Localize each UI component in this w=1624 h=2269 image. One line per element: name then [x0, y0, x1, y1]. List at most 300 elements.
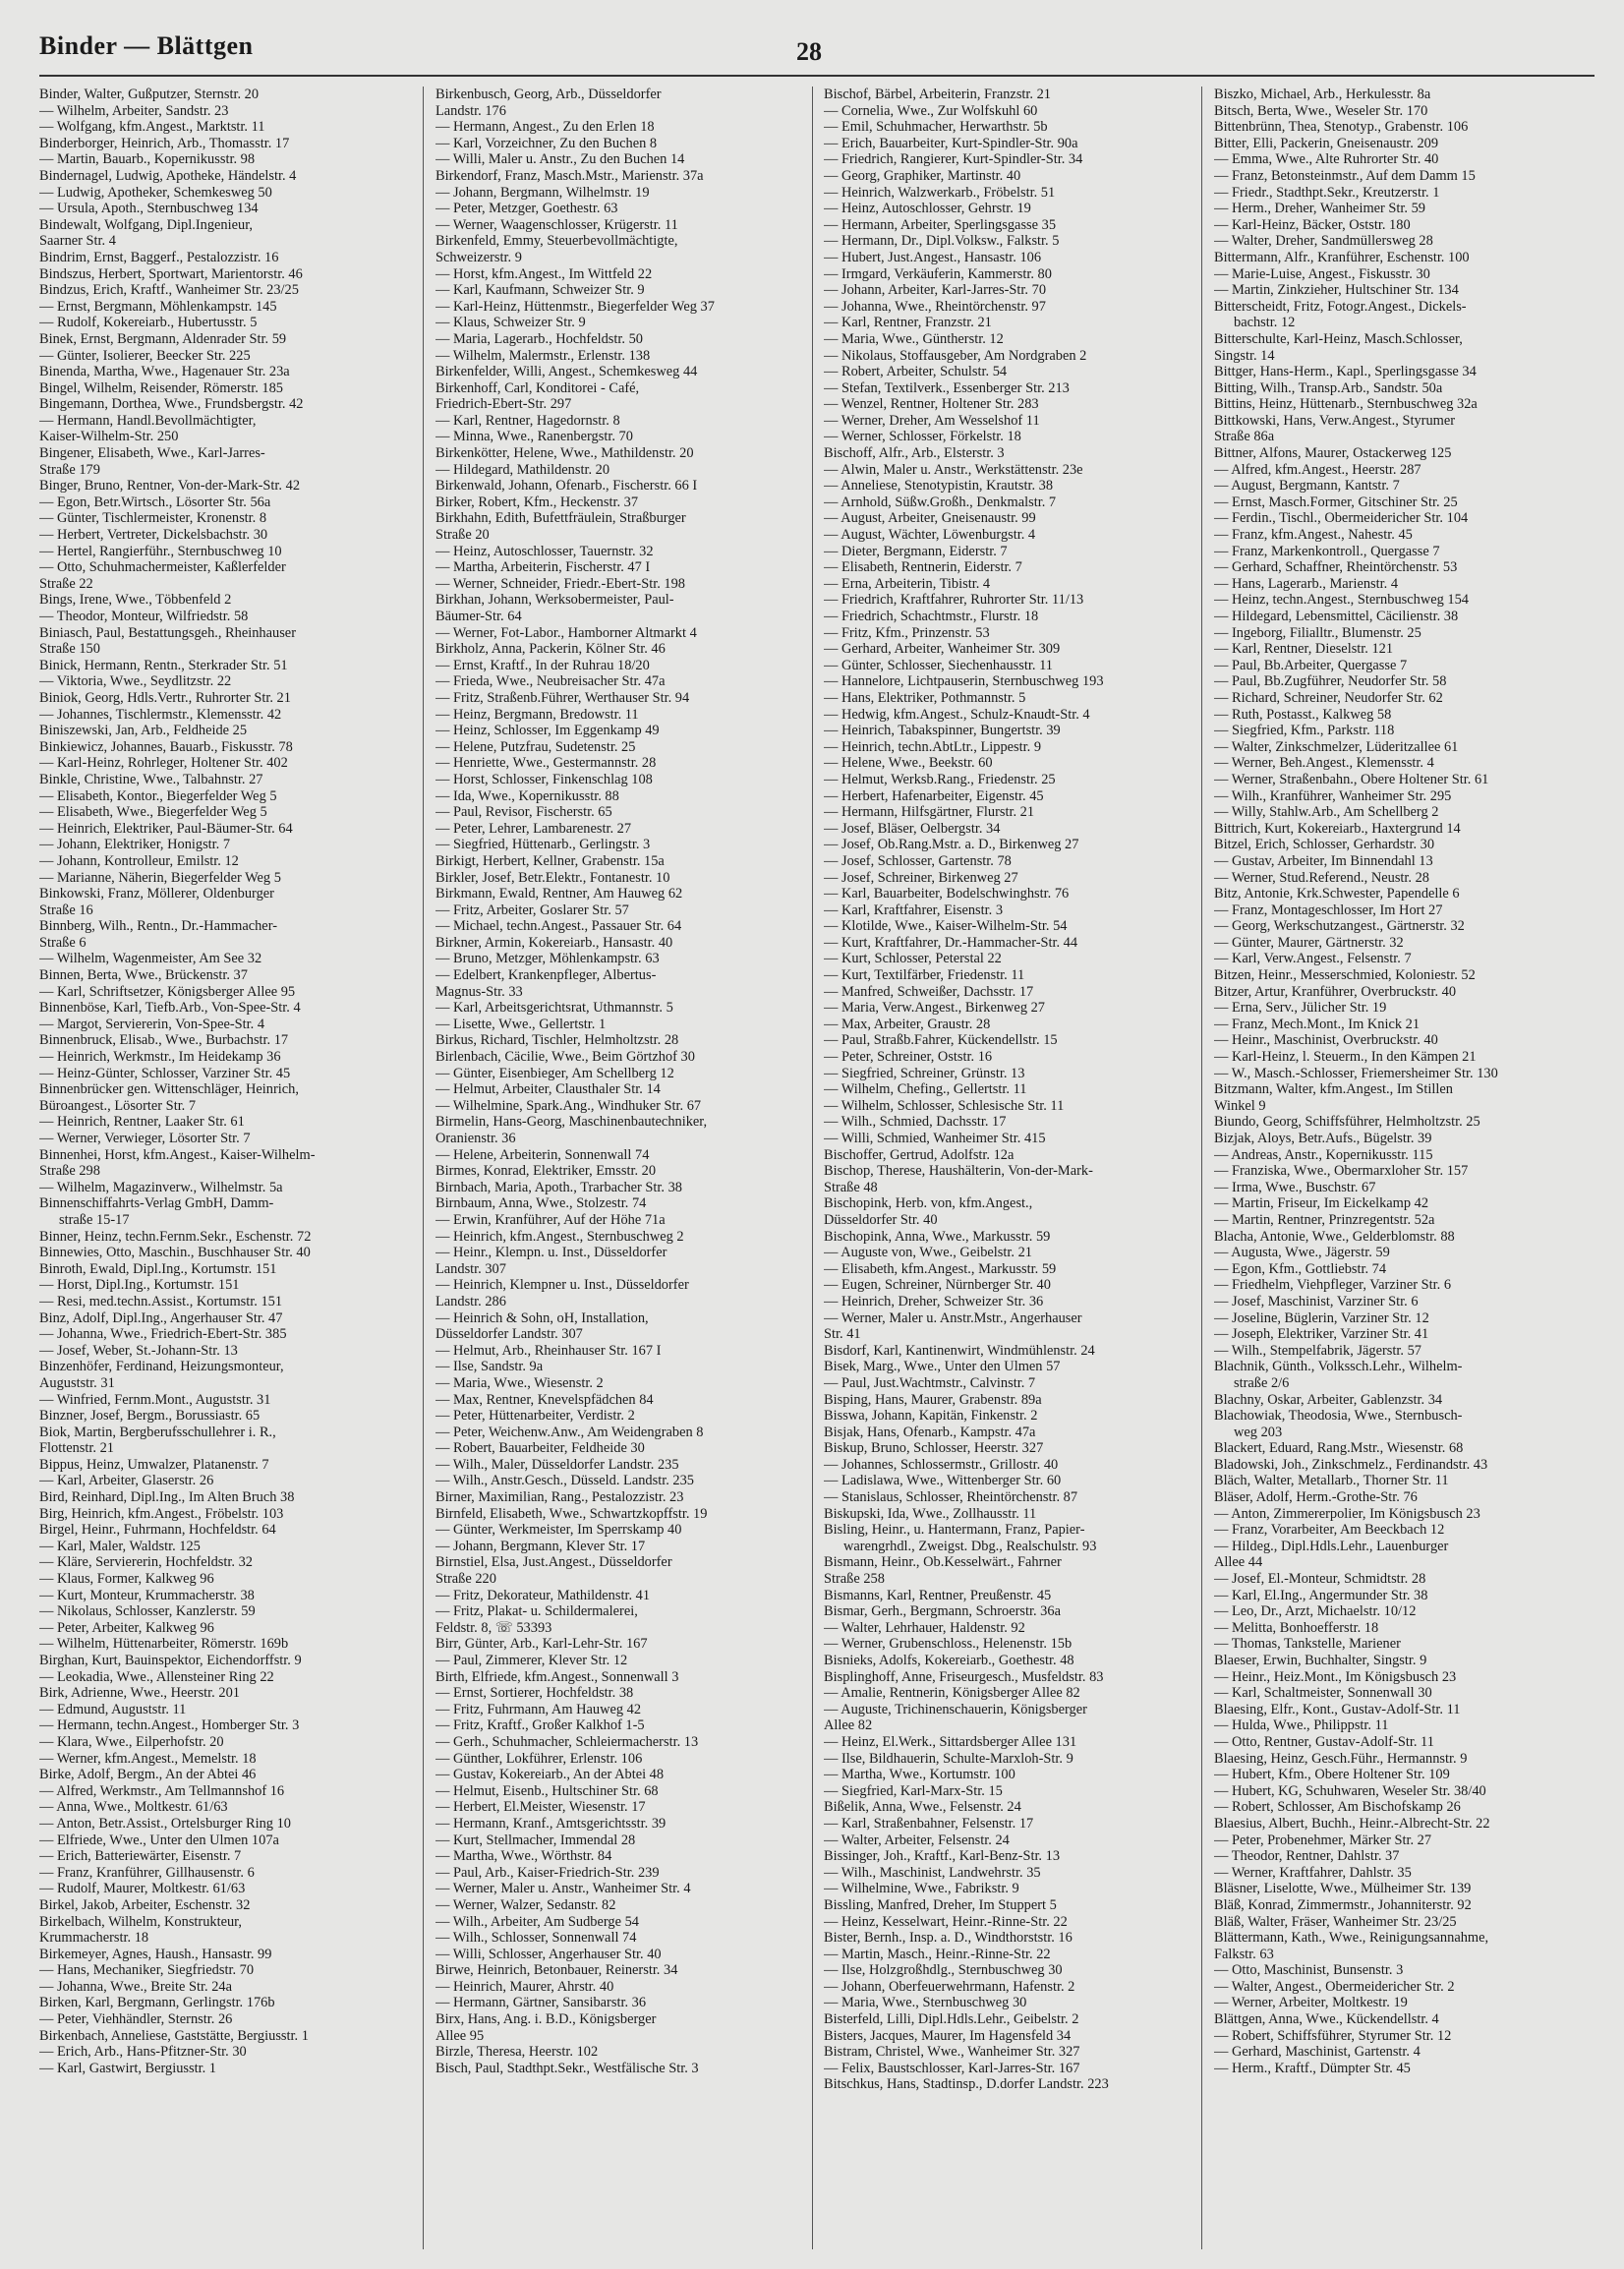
directory-entry: — Hans, Lagerarb., Marienstr. 4 [1214, 575, 1399, 592]
directory-entry: Binder, Walter, Gußputzer, Sternstr. 20 [39, 87, 260, 102]
directory-entry: — Robert, Arbeiter, Schulstr. 54 [824, 364, 1008, 380]
directory-entry: — Willi, Schmied, Wanheimer Str. 415 [824, 1131, 1046, 1146]
directory-entry: Birkemeyer, Agnes, Haush., Hansastr. 99 [39, 1946, 272, 1962]
directory-entry: — Klaus, Schweizer Str. 9 [435, 315, 586, 331]
directory-entry: Bittins, Heinz, Hüttenarb., Sternbuschweg 32a [1214, 396, 1478, 413]
directory-entry: — Helmut, Werksb.Rang., Friedenstr. 25 [824, 771, 1056, 787]
directory-entry: — Heinrich, Tabakspinner, Bungertstr. 39 [824, 723, 1061, 739]
directory-entry: — Herbert, Vertreter, Dickelsbachstr. 30 [39, 527, 268, 544]
directory-entry: — Ludwig, Apotheker, Schemkesweg 50 [39, 184, 272, 201]
directory-entry: — Franz, Montageschlosser, Im Hort 27 [1214, 902, 1443, 918]
directory-entry: — Gerh., Schuhmacher, Schleiermacherstr. 13 [435, 1733, 699, 1750]
directory-entry: — Hermann, Kranf., Amtsgerichtsstr. 39 [435, 1815, 667, 1832]
directory-entry: Bitzen, Heinr., Messerschmied, Koloniestr. 52 [1214, 967, 1476, 984]
directory-entry: Birkholz, Anna, Packerin, Kölner Str. 46 [435, 641, 666, 658]
directory-entry: — Theodor, Rentner, Dahlstr. 37 [1214, 1848, 1400, 1865]
directory-entry: Binnenbruck, Elisab., Wwe., Burbachstr. 17 [39, 1032, 289, 1049]
directory-entry: — Karl, Schaltmeister, Sonnenwall 30 [1214, 1685, 1432, 1702]
column-1 [39, 87, 388, 2254]
directory-entry: — Wilhelm, Chefing., Gellertstr. 11 [824, 1081, 1027, 1098]
directory-entry: — Heinrich, Klempner u. Inst., Düsseldorfer [435, 1277, 689, 1294]
directory-entry: — Karl, Verw.Angest., Felsenstr. 7 [1214, 951, 1412, 967]
directory-entry: Birkler, Josef, Betr.Elektr., Fontanestr. 10 [435, 869, 670, 886]
entry-continuation: straße 15-17 [59, 1211, 130, 1228]
directory-entry: — Heinrich & Sohn, oH, Installation, [435, 1309, 649, 1326]
directory-entry: Bläß, Konrad, Zimmermstr., Johanniterstr. 92 [1214, 1896, 1472, 1913]
directory-entry: — Heinrich, Maurer, Ahrstr. 40 [435, 1978, 614, 1995]
directory-entry: — Fritz, Kraftf., Großer Kalkhof 1-5 [435, 1717, 645, 1734]
directory-entry: — Alwin, Maler u. Anstr., Werkstättenstr. 23e [824, 461, 1083, 478]
directory-entry: — Karl-Heinz, Rohrleger, Holtener Str. 402 [39, 755, 288, 772]
directory-entry: — Hermann, Arbeiter, Sperlingsgasse 35 [824, 216, 1057, 233]
directory-entry: — Gerhard, Schaffner, Rheintörchenstr. 53 [1214, 559, 1458, 576]
directory-entry: — Kurt, Kraftfahrer, Dr.-Hammacher-Str. 44 [824, 934, 1078, 951]
directory-entry: — Paul, Arb., Kaiser-Friedrich-Str. 239 [435, 1864, 660, 1881]
directory-entry: — Heinrich, Werkmstr., Im Heidekamp 36 [39, 1049, 281, 1066]
directory-entry: Biszko, Michael, Arb., Herkulesstr. 8a [1214, 87, 1431, 102]
directory-entry: — Ladislawa, Wwe., Wittenberger Str. 60 [824, 1473, 1062, 1489]
directory-entry: — Heinrich, Dreher, Schweizer Str. 36 [824, 1293, 1044, 1309]
directory-entry: — Friedr., Stadthpt.Sekr., Kreutzerstr. 1 [1214, 184, 1440, 201]
directory-entry: — Ilse, Sandstr. 9a [435, 1359, 544, 1375]
directory-entry: — Karl-Heinz, l. Steuerm., In den Kämpen 21 [1214, 1049, 1477, 1066]
directory-entry: Krummacherstr. 18 [39, 1930, 149, 1947]
directory-entry: Birg, Heinrich, kfm.Angest., Fröbelstr. 103 [39, 1505, 284, 1522]
directory-entry: Bisterfeld, Lilli, Dipl.Hdls.Lehr., Geibelstr. 2 [824, 2011, 1079, 2028]
directory-entry: — Wilhelm, Arbeiter, Sandstr. 23 [39, 102, 229, 119]
directory-entry: — Werner, Fot-Labor., Hamborner Altmarkt 4 [435, 624, 697, 641]
entry-continuation: weg 203 [1234, 1424, 1283, 1440]
directory-entry: Friedrich-Ebert-Str. 297 [435, 396, 572, 413]
directory-entry: — Herm., Dreher, Wanheimer Str. 59 [1214, 201, 1426, 217]
directory-entry: — Horst, kfm.Angest., Im Wittfeld 22 [435, 265, 653, 282]
directory-entry: — Hermann, Gärtner, Sansibarstr. 36 [435, 1995, 647, 2011]
directory-entry: Bittger, Hans-Herm., Kapl., Sperlingsgasse 34 [1214, 364, 1477, 380]
directory-entry: Singstr. 14 [1214, 347, 1275, 364]
directory-entry: — Fritz, Dekorateur, Mathildenstr. 41 [435, 1587, 651, 1603]
directory-entry: — Karl, Kraftfahrer, Eisenstr. 3 [824, 902, 1004, 918]
directory-entry: Birkendorf, Franz, Masch.Mstr., Marienstr. 37a [435, 167, 704, 184]
directory-entry: — Erna, Serv., Jülicher Str. 19 [1214, 1000, 1387, 1017]
entry-continuation: straße 2/6 [1234, 1374, 1290, 1391]
directory-entry: Bissling, Manfred, Dreher, Im Stuppert 5 [824, 1896, 1057, 1913]
directory-entry: — Egon, Betr.Wirtsch., Lösorter Str. 56a [39, 494, 271, 510]
directory-entry: — Marianne, Näherin, Biegerfelder Weg 5 [39, 869, 281, 886]
directory-entry: — Karl, Straßenbahner, Felsenstr. 17 [824, 1815, 1034, 1832]
directory-entry: — Johann, Elektriker, Honigstr. 7 [39, 837, 231, 853]
directory-entry: Düsseldorfer Landstr. 307 [435, 1326, 583, 1343]
directory-entry: Oranienstr. 36 [435, 1131, 516, 1146]
directory-entry: — Wilh., Schmied, Dachsstr. 17 [824, 1114, 1007, 1131]
directory-entry: — Klara, Wwe., Eilperhofstr. 20 [39, 1733, 224, 1750]
directory-entry: Bismann, Heinr., Ob.Kesselwärt., Fahrner [824, 1554, 1062, 1571]
directory-entry: Bisters, Jacques, Maurer, Im Hagensfeld 34 [824, 2027, 1072, 2044]
directory-entry: Biniszewski, Jan, Arb., Feldheide 25 [39, 723, 248, 739]
directory-entry: Blättermann, Kath., Wwe., Reinigungsannahme, [1214, 1930, 1489, 1947]
directory-entry: Blaesing, Elfr., Kont., Gustav-Adolf-Str. 11 [1214, 1701, 1461, 1717]
directory-entry: — Ferdin., Tischl., Obermeidericher Str. 104 [1214, 510, 1469, 527]
directory-entry: — Josef, Maschinist, Varziner Str. 6 [1214, 1293, 1419, 1309]
directory-entry: — Martha, Wwe., Kortumstr. 100 [824, 1767, 1015, 1783]
directory-entry: Straße 258 [824, 1571, 885, 1588]
directory-entry: — Heinr., Heiz.Mont., Im Königsbusch 23 [1214, 1668, 1457, 1685]
directory-entry: Bitzer, Artur, Kranführer, Overbruckstr. 40 [1214, 983, 1457, 1000]
directory-entry: — Peter, Schreiner, Oststr. 16 [824, 1049, 993, 1066]
directory-entry: — Otto, Rentner, Gustav-Adolf-Str. 11 [1214, 1733, 1434, 1750]
directory-entry: Bitschkus, Hans, Stadtinsp., D.dorfer Landstr. 223 [824, 2076, 1109, 2093]
directory-entry: Birkhan, Johann, Werksobermeister, Paul- [435, 592, 674, 609]
directory-entry: — Bruno, Metzger, Möhlenkampstr. 63 [435, 951, 660, 967]
directory-entry: — Wilh., Maler, Düsseldorfer Landstr. 235 [435, 1456, 679, 1473]
directory-entry: — Stefan, Textilverk., Essenberger Str. 213 [824, 379, 1070, 396]
directory-entry: — Fritz, Arbeiter, Goslarer Str. 57 [435, 902, 629, 918]
directory-entry: — Hubert, Just.Angest., Hansastr. 106 [824, 249, 1042, 265]
directory-entry: — Johannes, Schlossermstr., Grillostr. 40 [824, 1456, 1059, 1473]
directory-entry: — Heinz, El.Werk., Sittardsberger Allee 131 [824, 1733, 1077, 1750]
directory-entry: — Frieda, Wwe., Neubreisacher Str. 47a [435, 673, 666, 690]
directory-entry: — Karl-Heinz, Hüttenmstr., Biegerfelder Weg 37 [435, 298, 715, 315]
directory-entry: Allee 82 [824, 1717, 873, 1734]
directory-entry: — Willy, Stahlw.Arb., Am Schellberg 2 [1214, 804, 1439, 821]
directory-entry: — Wilh., Kranführer, Wanheimer Str. 295 [1214, 787, 1452, 804]
directory-entry: — Ilse, Bildhauerin, Schulte-Marxloh-Str. 9 [824, 1750, 1073, 1767]
directory-entry: — Hans, Mechaniker, Siegfriedstr. 70 [39, 1962, 255, 1979]
directory-entry: — Robert, Schlosser, Am Bischofskamp 26 [1214, 1799, 1461, 1816]
directory-entry: Birkigt, Herbert, Kellner, Grabenstr. 15a [435, 852, 665, 869]
directory-entry: — Edelbert, Krankenpfleger, Albertus- [435, 967, 657, 984]
directory-entry: — Karl, Maler, Waldstr. 125 [39, 1538, 201, 1554]
directory-entry: Biskupski, Ida, Wwe., Zollhausstr. 11 [824, 1505, 1037, 1522]
directory-entry: — Helmut, Eisenb., Hultschiner Str. 68 [435, 1782, 659, 1799]
directory-entry: Bisping, Hans, Maurer, Grabenstr. 89a [824, 1391, 1042, 1408]
directory-entry: — Karl, Rentner, Dieselstr. 121 [1214, 641, 1394, 658]
directory-entry: Bladowski, Joh., Zinkschmelz., Ferdinandstr. 43 [1214, 1456, 1488, 1473]
directory-entry: — Werner, Arbeiter, Moltkestr. 19 [1214, 1995, 1408, 2011]
directory-entry: Birk, Adrienne, Wwe., Heerstr. 201 [39, 1685, 240, 1702]
directory-entry: — Ernst, Masch.Former, Gitschiner Str. 25 [1214, 494, 1458, 510]
directory-entry: Binz, Adolf, Dipl.Ing., Angerhauser Str. 47 [39, 1309, 283, 1326]
directory-entry: — Rudolf, Kokereiarb., Hubertusstr. 5 [39, 315, 258, 331]
directory-entry: Binnenböse, Karl, Tiefb.Arb., Von-Spee-Str. 4 [39, 1000, 301, 1017]
directory-entry: — Augusta, Wwe., Jägerstr. 59 [1214, 1245, 1390, 1261]
directory-entry: — Wilhelmine, Spark.Ang., Windhuker Str. 67 [435, 1097, 702, 1114]
directory-entry: Bistram, Christel, Wwe., Wanheimer Str. 327 [824, 2044, 1080, 2061]
directory-entry: Bitsch, Berta, Wwe., Weseler Str. 170 [1214, 102, 1428, 119]
directory-entry: Bitz, Antonie, Krk.Schwester, Papendelle 6 [1214, 886, 1460, 902]
directory-entry: Birnstiel, Elsa, Just.Angest., Düsseldorfer [435, 1554, 672, 1571]
directory-entry: Winkel 9 [1214, 1097, 1266, 1114]
directory-entry: — Peter, Lehrer, Lambarenestr. 27 [435, 820, 632, 837]
directory-entry: — Auguste, Trichinenschauerin, Königsberger [824, 1701, 1087, 1717]
directory-entry: — Elisabeth, kfm.Angest., Markusstr. 59 [824, 1260, 1057, 1277]
directory-entry: — Viktoria, Wwe., Seydlitzstr. 22 [39, 673, 232, 690]
directory-entry: Bindrim, Ernst, Baggerf., Pestalozzistr. 16 [39, 249, 279, 265]
directory-entry: — Otto, Schuhmachermeister, Kaßlerfelder [39, 559, 286, 576]
directory-entry: — Irma, Wwe., Buschstr. 67 [1214, 1179, 1376, 1195]
directory-entry: — Martin, Bauarb., Kopernikusstr. 98 [39, 151, 256, 168]
directory-entry: — Elisabeth, Kontor., Biegerfelder Weg 5 [39, 787, 277, 804]
directory-entry: — Paul, Zimmerer, Klever Str. 12 [435, 1653, 628, 1668]
directory-entry: Landstr. 176 [435, 102, 506, 119]
directory-entry: Bischoffer, Gertrud, Adolfstr. 12a [824, 1146, 1015, 1163]
directory-entry: — Walter, Angest., Obermeidericher Str. 2 [1214, 1978, 1455, 1995]
directory-entry: — Erwin, Kranführer, Auf der Höhe 71a [435, 1211, 666, 1228]
directory-entry: Bisek, Marg., Wwe., Unter den Ulmen 57 [824, 1359, 1061, 1375]
directory-entry: Bläsner, Liselotte, Wwe., Mülheimer Str. 139 [1214, 1881, 1472, 1897]
directory-entry: — Helene, Wwe., Beekstr. 60 [824, 755, 993, 772]
directory-entry: Straße 48 [824, 1179, 878, 1195]
directory-entry: — Herbert, El.Meister, Wiesenstr. 17 [435, 1799, 646, 1816]
page-number: 28 [796, 37, 822, 66]
directory-entry: Bitterschulte, Karl-Heinz, Masch.Schlosser, [1214, 330, 1463, 347]
directory-entry: — Werner, Schlosser, Förkelstr. 18 [824, 429, 1021, 445]
directory-entry: — Richard, Schreiner, Neudorfer Str. 62 [1214, 689, 1443, 706]
directory-entry: Bischopink, Anna, Wwe., Markusstr. 59 [824, 1228, 1051, 1245]
directory-entry: — Johann, Arbeiter, Karl-Jarres-Str. 70 [824, 282, 1047, 299]
directory-entry: — Josef, Schlosser, Gartenstr. 78 [824, 852, 1012, 869]
directory-entry: — Otto, Maschinist, Bunsenstr. 3 [1214, 1962, 1404, 1979]
directory-entry: — Nikolaus, Schlosser, Kanzlerstr. 59 [39, 1603, 256, 1620]
directory-entry: — Herm., Kraftf., Dümpter Str. 45 [1214, 2060, 1411, 2076]
directory-entry: — Paul, Bb.Arbeiter, Quergasse 7 [1214, 657, 1408, 673]
directory-entry: — Hermann, Handl.Bevollmächtigter, [39, 412, 257, 429]
directory-entry: — Heinrich, Walzwerkarb., Fröbelstr. 51 [824, 184, 1056, 201]
directory-entry: — Gustav, Arbeiter, Im Binnendahl 13 [1214, 852, 1433, 869]
directory-entry: Birr, Günter, Arb., Karl-Lehr-Str. 167 [435, 1636, 648, 1653]
directory-entry: — Anneliese, Stenotypistin, Krautstr. 38 [824, 478, 1054, 495]
directory-entry: Birkel, Jakob, Arbeiter, Eschenstr. 32 [39, 1896, 251, 1913]
directory-entry: — Franz, Betonsteinmstr., Auf dem Damm 15 [1214, 167, 1476, 184]
directory-entry: Bizjak, Aloys, Betr.Aufs., Bügelstr. 39 [1214, 1131, 1432, 1146]
directory-entry: — Heinz, Kesselwart, Heinr.-Rinne-Str. 22 [824, 1913, 1068, 1930]
directory-entry: Blaesius, Albert, Buchh., Heinr.-Albrecht-Str. 22 [1214, 1815, 1490, 1832]
directory-entry: — Hulda, Wwe., Philippstr. 11 [1214, 1717, 1389, 1734]
directory-entry: — Gerhard, Arbeiter, Wanheimer Str. 309 [824, 641, 1061, 658]
directory-entry: — Wilh., Schlosser, Sonnenwall 74 [435, 1930, 637, 1947]
directory-entry: Saarner Str. 4 [39, 233, 116, 250]
directory-entry: — Stanislaus, Schlosser, Rheintörchenstr. 87 [824, 1489, 1078, 1506]
directory-entry: — Robert, Bauarbeiter, Feldheide 30 [435, 1440, 645, 1457]
directory-entry: — Heinr., Klempn. u. Inst., Düsseldorfer [435, 1245, 667, 1261]
directory-entry: — Werner, Maler u. Anstr., Wanheimer Str. 4 [435, 1881, 691, 1897]
directory-entry: — Wilhelmine, Wwe., Fabrikstr. 9 [824, 1881, 1019, 1897]
directory-entry: — Karl, Arbeiter, Glaserstr. 26 [39, 1473, 214, 1489]
directory-entry: — Hubert, Kfm., Obere Holtener Str. 109 [1214, 1767, 1450, 1783]
directory-entry: — Gerhard, Maschinist, Gartenstr. 4 [1214, 2044, 1421, 2061]
directory-entry: Bisplinghoff, Anne, Friseurgesch., Musfeldstr. 83 [824, 1668, 1104, 1685]
directory-entry: — Alfred, kfm.Angest., Heerstr. 287 [1214, 461, 1421, 478]
directory-entry: — Ernst, Kraftf., In der Ruhrau 18/20 [435, 657, 650, 673]
directory-entry: Birghan, Kurt, Bauinspektor, Eichendorffstr. 9 [39, 1653, 302, 1668]
directory-entry: — Elisabeth, Wwe., Biegerfelder Weg 5 [39, 804, 267, 821]
directory-entry: — Karl, Kaufmann, Schweizer Str. 9 [435, 282, 645, 299]
directory-entry: — Klaus, Former, Kalkweg 96 [39, 1571, 214, 1588]
directory-entry: Biok, Martin, Bergberufsschullehrer i. R., [39, 1424, 276, 1440]
directory-entry: Bittrich, Kurt, Kokereiarb., Haxtergrund 14 [1214, 820, 1461, 837]
directory-entry: Binek, Ernst, Bergmann, Aldenrader Str. 59 [39, 330, 287, 347]
directory-entry: Bisling, Heinr., u. Hantermann, Franz, Papier- [824, 1522, 1085, 1539]
column-2 [435, 87, 784, 2254]
directory-entry: — Karl, Rentner, Franzstr. 21 [824, 315, 992, 331]
directory-entry: Bisjak, Hans, Ofenarb., Kampstr. 47a [824, 1424, 1036, 1440]
directory-entry: Binderborger, Heinrich, Arb., Thomasstr. 17 [39, 135, 290, 151]
directory-entry: Binnen, Berta, Wwe., Brückenstr. 37 [39, 967, 248, 984]
column-divider [423, 87, 424, 2249]
directory-entry: — Karl, Gastwirt, Bergiusstr. 1 [39, 2060, 217, 2076]
directory-entry: Birkenwald, Johann, Ofenarb., Fischerstr. 66 I [435, 478, 698, 495]
directory-entry: — Henriette, Wwe., Gestermannstr. 28 [435, 755, 657, 772]
directory-entry: — Siegfried, Kfm., Parkstr. 118 [1214, 723, 1395, 739]
directory-entry: — Walter, Dreher, Sandmüllersweg 28 [1214, 233, 1433, 250]
directory-entry: Birkus, Richard, Tischler, Helmholtzstr. 28 [435, 1032, 679, 1049]
directory-entry: — Irmgard, Verkäuferin, Kammerstr. 80 [824, 265, 1052, 282]
directory-entry: — Alfred, Werkmstr., Am Tellmannshof 16 [39, 1782, 285, 1799]
directory-entry: — Anton, Zimmererpolier, Im Königsbusch 23 [1214, 1505, 1480, 1522]
directory-entry: — Günther, Lokführer, Erlenstr. 106 [435, 1750, 643, 1767]
directory-entry: — Martha, Arbeiterin, Fischerstr. 47 I [435, 559, 651, 576]
directory-entry: Straße 179 [39, 461, 100, 478]
directory-entry: Bisch, Paul, Stadthpt.Sekr., Westfälische Str. 3 [435, 2060, 699, 2076]
directory-entry: — Edmund, Auguststr. 11 [39, 1701, 187, 1717]
directory-entry: — Eugen, Schreiner, Nürnberger Str. 40 [824, 1277, 1051, 1294]
directory-entry: — Rudolf, Maurer, Moltkestr. 61/63 [39, 1881, 246, 1897]
directory-entry: — Hermann, techn.Angest., Homberger Str. 3 [39, 1717, 300, 1734]
directory-entry: — Horst, Schlosser, Finkenschlag 108 [435, 771, 653, 787]
directory-entry: — Josef, El.-Monteur, Schmidtstr. 28 [1214, 1571, 1426, 1588]
directory-entry: — Martin, Rentner, Prinzregentstr. 52a [1214, 1211, 1435, 1228]
directory-entry: Bischof, Bärbel, Arbeiterin, Franzstr. 21 [824, 87, 1052, 102]
directory-entry: Birkenfelder, Willi, Angest., Schemkesweg 44 [435, 364, 698, 380]
directory-entry: Binkiewicz, Johannes, Bauarb., Fiskusstr. 78 [39, 738, 293, 755]
directory-entry: Bläser, Adolf, Herm.-Grothe-Str. 76 [1214, 1489, 1418, 1506]
directory-entry: — Wilhelm, Schlosser, Schlesische Str. 11 [824, 1097, 1065, 1114]
directory-entry: Bisnieks, Adolfs, Kokereiarb., Goethestr. 48 [824, 1653, 1074, 1668]
directory-entry: — Klotilde, Wwe., Kaiser-Wilhelm-Str. 54 [824, 918, 1068, 935]
directory-entry: Binick, Hermann, Rentn., Sterkrader Str. 51 [39, 657, 288, 673]
directory-entry: Binroth, Ewald, Dipl.Ing., Kortumstr. 151 [39, 1260, 277, 1277]
directory-entry: — Hans, Elektriker, Pothmannstr. 5 [824, 689, 1026, 706]
directory-entry: — Fritz, Fuhrmann, Am Hauweg 42 [435, 1701, 642, 1717]
directory-entry: Bingener, Elisabeth, Wwe., Karl-Jarres- [39, 445, 265, 462]
directory-entry: — Hannelore, Lichtpauserin, Sternbuschweg 193 [824, 673, 1104, 690]
directory-entry: — Emil, Schuhmacher, Herwarthstr. 5b [824, 119, 1048, 136]
directory-entry: — Martin, Friseur, Im Eickelkamp 42 [1214, 1195, 1429, 1212]
directory-entry: — Günter, Isolierer, Beecker Str. 225 [39, 347, 251, 364]
directory-entry: Blaesing, Heinz, Gesch.Führ., Hermannstr. 9 [1214, 1750, 1468, 1767]
directory-entry: — Johanna, Wwe., Breite Str. 24a [39, 1978, 232, 1995]
directory-entry: — Ruth, Postasst., Kalkweg 58 [1214, 706, 1392, 723]
directory-entry: — Siegfried, Schreiner, Grünstr. 13 [824, 1065, 1025, 1081]
directory-entry: — Karl, El.Ing., Angermunder Str. 38 [1214, 1587, 1428, 1603]
directory-entry: Birken, Karl, Bergmann, Gerlingstr. 176b [39, 1995, 275, 2011]
directory-entry: — Walter, Zinkschmelzer, Lüderitzallee 61 [1214, 738, 1459, 755]
directory-entry: Blättgen, Anna, Wwe., Kückendellstr. 4 [1214, 2011, 1439, 2028]
directory-entry: — Karl-Heinz, Bäcker, Oststr. 180 [1214, 216, 1411, 233]
directory-entry: — Heinrich, Elektriker, Paul-Bäumer-Str. 64 [39, 820, 293, 837]
directory-entry: Bindszus, Herbert, Sportwart, Marientorstr. 46 [39, 265, 303, 282]
directory-entry: — Günter, Werkmeister, Im Sperrskamp 40 [435, 1522, 682, 1539]
directory-entry: Blachny, Oskar, Arbeiter, Gablenzstr. 34 [1214, 1391, 1443, 1408]
directory-entry: Landstr. 286 [435, 1293, 506, 1309]
directory-entry: — Winfried, Fernm.Mont., Auguststr. 31 [39, 1391, 271, 1408]
directory-entry: Birnbach, Maria, Apoth., Trarbacher Str. 38 [435, 1179, 682, 1195]
directory-entry: Büroangest., Lösorter Str. 7 [39, 1097, 197, 1114]
directory-entry: — Hermann, Angest., Zu den Erlen 18 [435, 119, 655, 136]
directory-entry: — Peter, Hüttenarbeiter, Verdistr. 2 [435, 1408, 635, 1425]
directory-entry: Birke, Adolf, Bergm., An der Abtei 46 [39, 1767, 257, 1783]
directory-entry: Binnenschiffahrts-Verlag GmbH, Damm- [39, 1195, 274, 1212]
header-rule [39, 75, 1595, 77]
directory-entry: — Auguste von, Wwe., Geibelstr. 21 [824, 1245, 1032, 1261]
directory-entry: Binzner, Josef, Bergm., Borussiastr. 65 [39, 1408, 261, 1425]
directory-entry: Bitzel, Erich, Schlosser, Gerhardstr. 30 [1214, 837, 1435, 853]
directory-entry: — Karl, Arbeitsgerichtsrat, Uthmannstr. 5 [435, 1000, 673, 1017]
entry-continuation: warengrhdl., Zweigst. Dbg., Realschulstr. 93 [843, 1538, 1097, 1554]
directory-entry: Biniok, Georg, Hdls.Vertr., Ruhrorter Str. 21 [39, 689, 291, 706]
directory-entry: — Heinz, Autoschlosser, Gehrstr. 19 [824, 201, 1031, 217]
directory-entry: — Lisette, Wwe., Gellertstr. 1 [435, 1016, 607, 1032]
directory-entry: — Resi, med.techn.Assist., Kortumstr. 151 [39, 1293, 283, 1309]
directory-entry: — Heinrich, techn.AbtLtr., Lippestr. 9 [824, 738, 1042, 755]
directory-entry: — Theodor, Monteur, Wilfriedstr. 58 [39, 609, 249, 624]
directory-entry: Birkner, Armin, Kokereiarb., Hansastr. 40 [435, 934, 673, 951]
directory-entry: Birkenbusch, Georg, Arb., Düsseldorfer [435, 87, 662, 102]
directory-entry: — Horst, Dipl.Ing., Kortumstr. 151 [39, 1277, 240, 1294]
directory-entry: — Emma, Wwe., Alte Ruhrorter Str. 40 [1214, 151, 1439, 168]
directory-entry: — Hermann, Dr., Dipl.Volksw., Falkstr. 5 [824, 233, 1060, 250]
directory-entry: — W., Masch.-Schlosser, Friemersheimer Str. 130 [1214, 1065, 1498, 1081]
directory-entry: — Josef, Ob.Rang.Mstr. a. D., Birkenweg 27 [824, 837, 1079, 853]
directory-entry: Feldstr. 8, ☏ 53393 [435, 1619, 552, 1636]
directory-entry: — Herbert, Hafenarbeiter, Eigenstr. 45 [824, 787, 1044, 804]
directory-entry: — Manfred, Schweißer, Dachsstr. 17 [824, 983, 1034, 1000]
directory-entry: Binenda, Martha, Wwe., Hagenauer Str. 23a [39, 364, 290, 380]
directory-entry: — Paul, Straßb.Fahrer, Kückendellstr. 15 [824, 1032, 1058, 1049]
directory-entry: — Wilhelm, Malermstr., Erlenstr. 138 [435, 347, 651, 364]
directory-entry: Kaiser-Wilhelm-Str. 250 [39, 429, 179, 445]
directory-entry: — Günter, Tischlermeister, Kronenstr. 8 [39, 510, 267, 527]
directory-entry: — Joseline, Büglerin, Varziner Str. 12 [1214, 1309, 1429, 1326]
directory-entry: Allee 44 [1214, 1554, 1263, 1571]
directory-entry: Bläß, Walter, Fräser, Wanheimer Str. 23/25 [1214, 1913, 1457, 1930]
directory-entry: — Günter, Eisenbieger, Am Schellberg 12 [435, 1065, 674, 1081]
directory-entry: — Elisabeth, Rentnerin, Eiderstr. 7 [824, 559, 1022, 576]
directory-entry: — Franz, Mech.Mont., Im Knick 21 [1214, 1016, 1421, 1032]
directory-entry: — Peter, Metzger, Goethestr. 63 [435, 201, 618, 217]
directory-entry: — Fritz, Plakat- u. Schildermalerei, [435, 1603, 638, 1620]
directory-entry: Binzenhöfer, Ferdinand, Heizungsmonteur, [39, 1359, 284, 1375]
directory-entry: — Maria, Wwe., Wiesenstr. 2 [435, 1374, 604, 1391]
directory-entry: Bird, Reinhard, Dipl.Ing., Im Alten Bruch 38 [39, 1489, 295, 1506]
directory-entry: Binnewies, Otto, Maschin., Buschhauser Str. 40 [39, 1245, 311, 1261]
directory-entry: — Ursula, Apoth., Sternbuschweg 134 [39, 201, 259, 217]
directory-entry: — Paul, Just.Wachtmstr., Calvinstr. 7 [824, 1374, 1036, 1391]
directory-entry: Straße 6 [39, 934, 87, 951]
directory-entry: — Karl, Vorzeichner, Zu den Buchen 8 [435, 135, 658, 151]
directory-entry: — Dieter, Bergmann, Eiderstr. 7 [824, 543, 1008, 559]
directory-entry: Bissinger, Joh., Kraftf., Karl-Benz-Str. 13 [824, 1848, 1061, 1865]
directory-entry: — Hertel, Rangierführ., Sternbuschweg 10 [39, 543, 282, 559]
directory-entry: Str. 41 [824, 1326, 861, 1343]
directory-entry: — Margot, Serviererin, Von-Spee-Str. 4 [39, 1016, 265, 1032]
directory-entry: Birner, Maximilian, Rang., Pestalozzistr. 23 [435, 1489, 684, 1506]
directory-entry: — Wilh., Maschinist, Landwehrstr. 35 [824, 1864, 1041, 1881]
directory-entry: — Peter, Viehhändler, Sternstr. 26 [39, 2011, 233, 2028]
directory-entry: — Peter, Arbeiter, Kalkweg 96 [39, 1619, 214, 1636]
directory-entry: — Günter, Maurer, Gärtnerstr. 32 [1214, 934, 1404, 951]
directory-entry: Straße 22 [39, 575, 93, 592]
directory-entry: Bippus, Heinz, Umwalzer, Platanenstr. 7 [39, 1456, 269, 1473]
